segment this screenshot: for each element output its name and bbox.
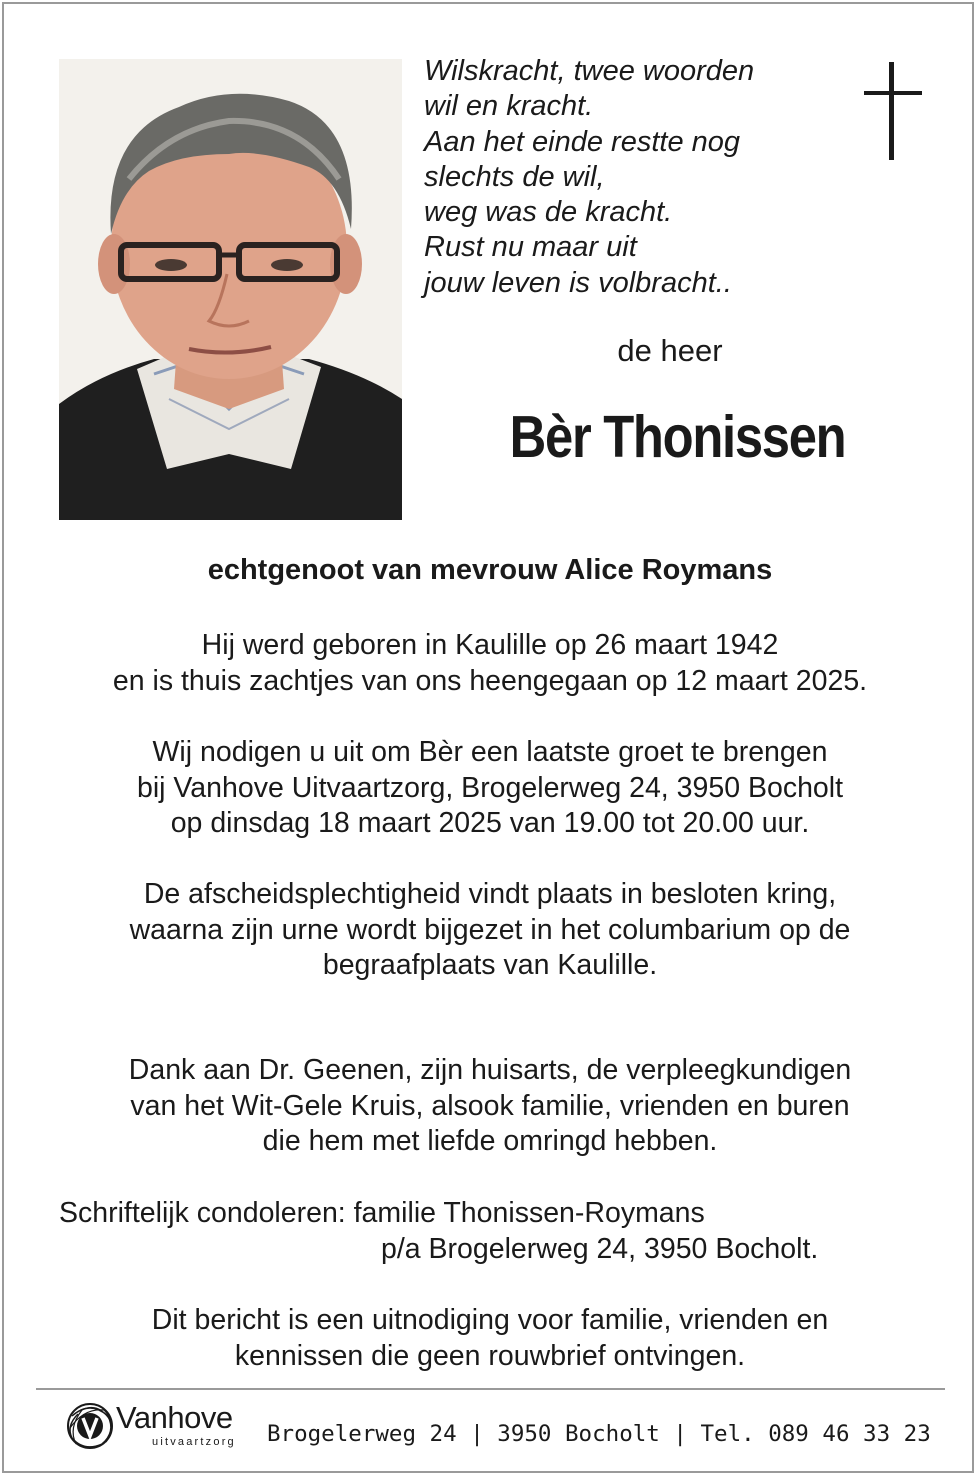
thanks-line: Dank aan Dr. Geenen, zijn huisarts, de verpleegkundigen (128, 1054, 852, 1086)
thanks-line: van het Wit-Gele Kruis, alsook familie, vrienden en buren (130, 1089, 850, 1122)
invitation-line: Wij nodigen u uit om Bèr een laatste groet te brengen (152, 736, 828, 768)
logo-subtitle: uitvaartzorg (152, 1436, 236, 1448)
poem-line: Wilskracht, twee woorden (424, 55, 755, 87)
poem-line: wil en kracht. (424, 90, 594, 123)
title-prefix: de heer (617, 333, 723, 368)
birth-paragraph (40, 628, 940, 699)
ceremony-line: De afscheidsplechtigheid vindt plaats in besloten kring, (143, 878, 837, 910)
notice-line: kennissen die geen rouwbrief ontvingen. (234, 1339, 746, 1372)
poem-line: jouw leven is volbracht.. (424, 266, 732, 299)
deceased-name: Bèr Thonissen (509, 404, 846, 470)
condolences-block (59, 1196, 919, 1267)
footer-divider (36, 1388, 945, 1390)
vanhove-logo-icon (64, 1398, 120, 1454)
cross-icon (864, 62, 922, 160)
notice-paragraph (40, 1303, 940, 1374)
condolences-address: p/a Brogelerweg 24, 3950 Bocholt. (381, 1232, 819, 1265)
poem-line: Rust nu maar uit (424, 231, 637, 264)
birth-line: Hij werd geboren in Kaulille op 26 maart 1942 (201, 629, 779, 661)
invitation-paragraph (40, 735, 940, 842)
thanks-line: die hem met liefde omringd hebben. (262, 1125, 718, 1157)
invitation-line: bij Vanhove Uitvaartzorg, Brogelerweg 24, 3950 Bocholt (136, 771, 844, 804)
ceremony-line: waarna zijn urne wordt bijgezet in het columbarium op de (129, 913, 851, 946)
footer-address: Brogelerweg 24 | 3950 Bocholt | Tel. 089 46 33 23 (267, 1421, 931, 1447)
portrait-illustration (59, 59, 402, 520)
spouse-line: echtgenoot van mevrouw Alice Roymans (207, 554, 773, 586)
birth-line: en is thuis zachtjes van ons heengegaan op 12 maart 2025. (112, 664, 868, 697)
poem-line: slechts de wil, (424, 160, 605, 193)
poem-line: Aan het einde restte nog (424, 125, 741, 158)
portrait-photo (59, 59, 402, 520)
condolences-line: Schriftelijk condoleren: familie Thonissen-Roymans (59, 1197, 705, 1229)
poem-line: weg was de kracht. (424, 196, 673, 229)
memorial-poem (424, 54, 844, 301)
thanks-paragraph (40, 1053, 940, 1160)
notice-line: Dit bericht is een uitnodiging voor familie, vrienden en (151, 1304, 829, 1336)
ceremony-line: begraafplaats van Kaulille. (322, 949, 658, 981)
logo-name: Vanhove (116, 1400, 233, 1435)
vanhove-logo (64, 1398, 254, 1454)
invitation-line: op dinsdag 18 maart 2025 van 19.00 tot 20.00 uur. (170, 807, 810, 839)
ceremony-paragraph (40, 877, 940, 984)
